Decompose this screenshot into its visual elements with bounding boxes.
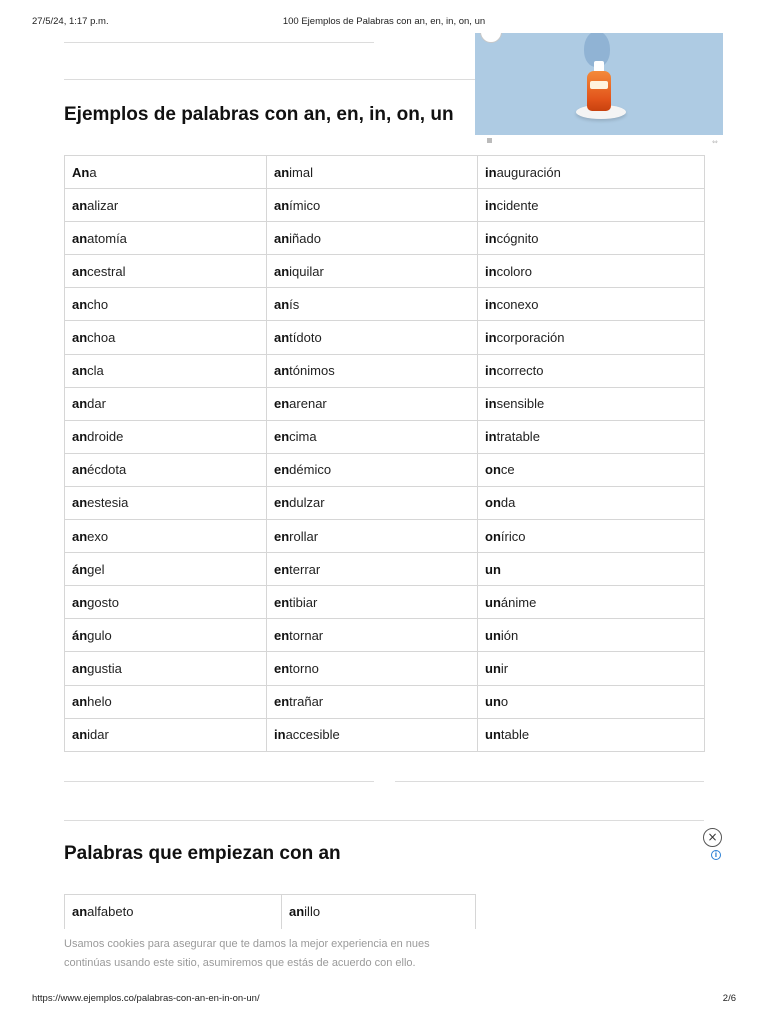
word-rest: gustia — [87, 660, 122, 676]
word-rest: tónimos — [289, 363, 335, 379]
word-prefix: an — [289, 904, 305, 920]
table-cell — [267, 486, 478, 519]
ad-image[interactable] — [475, 33, 723, 135]
ad-bottle-label — [590, 81, 608, 89]
word-rest: idar — [87, 727, 109, 743]
word-prefix: an — [72, 462, 88, 478]
word-prefix: in — [485, 230, 497, 246]
table-cell — [478, 619, 705, 652]
word-rest: cestral — [87, 263, 126, 279]
word-rest: cógnito — [496, 230, 539, 246]
ad-circle-icon — [480, 33, 502, 43]
word-prefix: an — [274, 230, 290, 246]
word-prefix: an — [274, 296, 290, 312]
word-rest: tibiar — [289, 594, 318, 610]
word-prefix: an — [72, 904, 88, 920]
word-prefix: in — [485, 330, 497, 346]
table-cell — [65, 586, 267, 619]
table-cell — [478, 486, 705, 519]
word-rest: corporación — [496, 330, 565, 346]
word-prefix: an — [274, 263, 290, 279]
word-rest: ímico — [289, 197, 321, 213]
table-cell — [267, 685, 478, 718]
word-prefix: an — [72, 429, 88, 445]
word-rest: illo — [304, 904, 321, 920]
word-rest: trañar — [289, 694, 324, 710]
table-cell — [65, 321, 267, 354]
word-rest: correcto — [496, 363, 544, 379]
divider-mid-left — [64, 781, 374, 782]
word-rest: ánime — [500, 594, 537, 610]
word-prefix: an — [72, 197, 88, 213]
table-cell — [282, 895, 476, 929]
word-rest: démico — [289, 462, 332, 478]
table-cell — [478, 156, 705, 189]
table-row — [65, 718, 705, 751]
table-cell — [267, 453, 478, 486]
table-row — [65, 685, 705, 718]
word-rest: cima — [289, 429, 317, 445]
word-rest: helo — [87, 694, 112, 710]
word-prefix: an — [274, 330, 290, 346]
word-prefix: in — [485, 164, 497, 180]
table-cell — [65, 156, 267, 189]
table-cell — [478, 222, 705, 255]
table-cell — [267, 321, 478, 354]
divider-top-left — [64, 42, 374, 43]
word-prefix: en — [274, 660, 290, 676]
word-prefix: an — [72, 495, 88, 511]
ad-expand-icon: ⇔ — [712, 138, 718, 146]
word-rest: tídoto — [289, 330, 322, 346]
word-prefix: in — [274, 727, 286, 743]
word-rest: ís — [289, 296, 300, 312]
word-prefix: an — [274, 197, 290, 213]
table-cell — [267, 354, 478, 387]
table-cell — [267, 222, 478, 255]
word-prefix: an — [72, 528, 88, 544]
table-cell — [478, 288, 705, 321]
table-cell — [267, 718, 478, 751]
table-cell — [65, 420, 267, 453]
word-rest: table — [500, 727, 530, 743]
word-prefix: un — [485, 694, 501, 710]
word-rest: iquilar — [289, 263, 324, 279]
word-prefix: en — [274, 561, 290, 577]
table-row — [65, 895, 476, 929]
word-prefix: an — [274, 164, 290, 180]
table-cell — [478, 586, 705, 619]
word-prefix: án — [72, 627, 88, 643]
word-prefix: in — [485, 429, 497, 445]
table-cell — [267, 619, 478, 652]
table-cell — [65, 718, 267, 751]
word-rest: tornar — [289, 627, 324, 643]
table-cell — [267, 420, 478, 453]
word-rest: ce — [500, 462, 515, 478]
print-header — [32, 16, 736, 30]
table-cell — [65, 652, 267, 685]
word-rest: o — [500, 694, 509, 710]
ad-bottle-shape — [587, 71, 611, 111]
word-rest: a — [89, 164, 97, 180]
word-prefix: en — [274, 429, 290, 445]
word-prefix: an — [72, 660, 88, 676]
word-prefix: en — [274, 594, 290, 610]
word-rest: da — [500, 495, 516, 511]
ad-info-icon[interactable]: i — [711, 850, 721, 860]
table-cell — [267, 288, 478, 321]
table-cell — [267, 586, 478, 619]
cookie-notice[interactable] — [64, 935, 484, 973]
ad-marker-icon — [487, 138, 492, 143]
word-rest: torno — [289, 660, 319, 676]
cookie-notice-line2: continúas usando este sitio, asumiremos que estás de acuerdo con ello. — [64, 957, 416, 969]
word-rest: terrar — [289, 561, 321, 577]
print-page-number: 2/6 — [722, 993, 736, 1004]
word-rest: iñado — [289, 230, 321, 246]
word-rest: gosto — [87, 594, 119, 610]
section-title-starting-with-an: Palabras que empiezan con an — [64, 843, 341, 864]
table-cell — [267, 189, 478, 222]
table-cell — [478, 718, 705, 751]
table-row — [65, 156, 705, 189]
word-rest: arenar — [289, 396, 327, 412]
word-prefix: in — [485, 363, 497, 379]
table-row — [65, 255, 705, 288]
word-prefix: in — [485, 296, 497, 312]
table-cell — [478, 520, 705, 553]
table-row — [65, 387, 705, 420]
word-rest: ión — [500, 627, 519, 643]
word-prefix: un — [485, 627, 501, 643]
word-prefix: an — [72, 363, 88, 379]
table-row — [65, 288, 705, 321]
table-cell — [65, 255, 267, 288]
table-cell — [478, 189, 705, 222]
word-prefix: An — [72, 164, 90, 180]
table-row — [65, 553, 705, 586]
table-row — [65, 652, 705, 685]
word-rest: sensible — [496, 396, 545, 412]
word-prefix: en — [274, 462, 290, 478]
word-prefix: en — [274, 528, 290, 544]
word-rest: cidente — [496, 197, 539, 213]
word-prefix: en — [274, 396, 290, 412]
word-prefix: an — [72, 594, 88, 610]
table-cell — [267, 387, 478, 420]
word-prefix: in — [485, 396, 497, 412]
cookie-notice-line1: Usamos cookies para asegurar que te damos la mejor experiencia en nues — [64, 938, 430, 950]
table-cell — [65, 222, 267, 255]
word-rest: dar — [87, 396, 106, 412]
table-cell — [65, 453, 267, 486]
word-rest: írico — [500, 528, 526, 544]
word-prefix: an — [72, 296, 88, 312]
word-prefix: án — [72, 561, 88, 577]
word-prefix: an — [72, 396, 88, 412]
word-prefix: on — [485, 528, 501, 544]
word-prefix: un — [485, 594, 501, 610]
word-rest: rollar — [289, 528, 319, 544]
word-prefix: en — [274, 694, 290, 710]
word-rest: cho — [87, 296, 109, 312]
word-prefix: un — [485, 561, 501, 577]
table-cell — [478, 652, 705, 685]
table-cell — [65, 387, 267, 420]
word-rest: estesia — [87, 495, 129, 511]
word-rest: coloro — [496, 263, 532, 279]
word-rest: cla — [87, 363, 104, 379]
word-table-an — [64, 894, 476, 929]
word-rest: écdota — [87, 462, 127, 478]
print-title: 100 Ejemplos de Palabras con an, en, in, on, un — [282, 16, 486, 27]
table-row — [65, 453, 705, 486]
word-rest: ir — [500, 660, 509, 676]
print-url: https://www.ejemplos.co/palabras-con-an-en-in-on-un/ — [32, 993, 260, 1004]
table-cell — [65, 553, 267, 586]
divider-section2 — [64, 820, 704, 821]
word-rest: auguración — [496, 164, 561, 180]
word-rest: alfabeto — [87, 904, 134, 920]
word-rest: gel — [87, 561, 105, 577]
word-rest: exo — [87, 528, 109, 544]
table-row — [65, 222, 705, 255]
word-rest: accesible — [285, 727, 340, 743]
table-row — [65, 354, 705, 387]
ad-close-icon[interactable]: × — [703, 828, 722, 847]
table-cell — [267, 520, 478, 553]
table-cell — [65, 288, 267, 321]
word-prefix: an — [72, 230, 88, 246]
table-cell — [478, 255, 705, 288]
word-prefix: in — [485, 197, 497, 213]
table-row — [65, 619, 705, 652]
word-rest: dulzar — [289, 495, 325, 511]
word-rest: gulo — [87, 627, 112, 643]
word-prefix: un — [485, 727, 501, 743]
word-rest: choa — [87, 330, 116, 346]
table-cell — [65, 486, 267, 519]
table-cell — [478, 553, 705, 586]
word-prefix: an — [72, 263, 88, 279]
word-prefix: an — [72, 727, 88, 743]
table-cell — [267, 156, 478, 189]
table-cell — [478, 453, 705, 486]
word-prefix: on — [485, 495, 501, 511]
print-date: 27/5/24, 1:17 p.m. — [32, 16, 109, 27]
table-cell — [65, 619, 267, 652]
table-cell — [478, 387, 705, 420]
word-rest: tratable — [496, 429, 540, 445]
table-cell — [478, 321, 705, 354]
table-cell — [478, 420, 705, 453]
word-prefix: an — [72, 330, 88, 346]
word-prefix: en — [274, 627, 290, 643]
table-cell — [65, 895, 282, 929]
table-cell — [478, 354, 705, 387]
table-row — [65, 586, 705, 619]
table-cell — [267, 255, 478, 288]
table-cell — [267, 652, 478, 685]
table-cell — [65, 685, 267, 718]
word-rest: alizar — [87, 197, 119, 213]
divider-top-main — [64, 79, 475, 80]
table-cell — [65, 189, 267, 222]
word-table — [64, 155, 705, 752]
table-row — [65, 520, 705, 553]
table-cell — [478, 685, 705, 718]
section-title-examples: Ejemplos de palabras con an, en, in, on, un — [64, 104, 454, 125]
word-rest: imal — [289, 164, 314, 180]
table-row — [65, 189, 705, 222]
table-cell — [65, 520, 267, 553]
table-row — [65, 321, 705, 354]
table-cell — [267, 553, 478, 586]
word-prefix: un — [485, 660, 501, 676]
word-prefix: on — [485, 462, 501, 478]
word-prefix: en — [274, 495, 290, 511]
word-prefix: an — [274, 363, 290, 379]
table-row — [65, 420, 705, 453]
divider-mid-right — [395, 781, 704, 782]
table-row — [65, 486, 705, 519]
print-footer — [32, 993, 736, 1007]
word-prefix: in — [485, 263, 497, 279]
word-rest: droide — [87, 429, 124, 445]
table-cell — [65, 354, 267, 387]
word-rest: conexo — [496, 296, 539, 312]
word-rest: atomía — [87, 230, 127, 246]
word-prefix: an — [72, 694, 88, 710]
